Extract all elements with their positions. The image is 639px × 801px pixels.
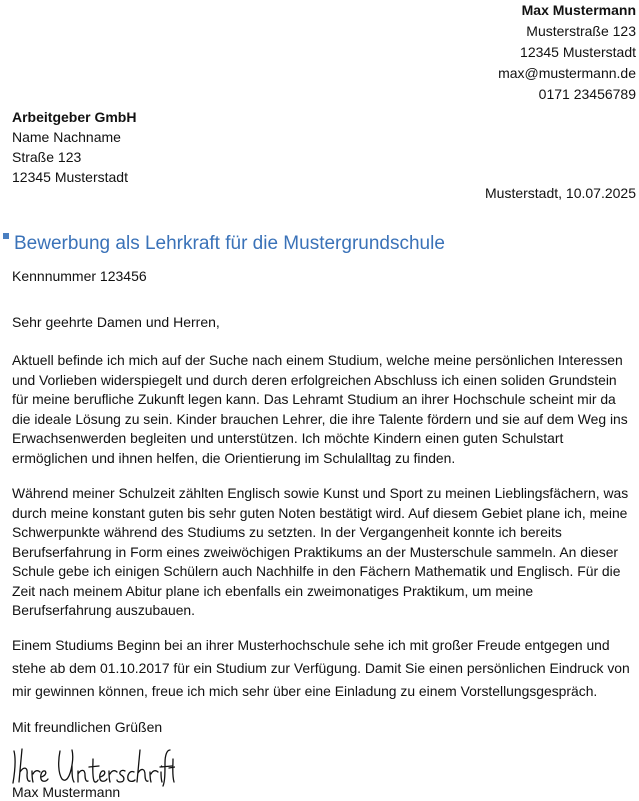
recipient-address: [12, 107, 136, 187]
sender-city: 12345 Musterstadt: [520, 44, 636, 60]
sender-address: [498, 0, 636, 105]
recipient-contact: Name Nachname: [12, 129, 121, 145]
sender-email: max@mustermann.de: [498, 65, 636, 81]
body-paragraph-3: Einem Studiums Beginn bei an ihrer Musterhochschule sehe ich mit großer Freude entgegen und stehe ab dem 01.10.2017 für ein Studium zur Verfügung. Damit Sie einen persönlichen Eindruck von mir gewinnen können, freue ich mich sehr über eine Einladung zu einem Vorstellungsgespräch.: [12, 637, 630, 699]
letter-subject: Bewerbung als Lehrkraft für die Mustergrundschule: [14, 233, 445, 254]
handwritten-signature: [10, 745, 175, 787]
heading-marker-icon: [3, 233, 9, 239]
body-paragraph-1: Aktuell befinde ich mich auf der Suche nach einem Studium, welche meine persönlichen Interessen und Vorlieben widerspiegelt und durch deren erfolgreichen Abschluss ich einen soliden Grundstein für meine berufliche Zukunft legen kann. Das Lehramt Studium an ihrer Hochschule scheint mir da die ideale Lösung zu sein. Kinder brauchen Lehrer, die ihre Talente fördern und sie auf dem Weg ins Erwachsenwerden begleiten und unterstützen. Ich möchte Kindern einen guten Schulstart ermöglichen und ihnen helfen, die Orientierung im Schulalltag zu finden.: [12, 352, 628, 466]
sender-street: Musterstraße 123: [526, 23, 636, 39]
letter-date: Musterstadt, 10.07.2025: [485, 185, 636, 201]
signature-name: Max Mustermann: [12, 784, 121, 800]
salutation: Sehr geehrte Damen und Herren,: [12, 314, 220, 330]
recipient-company: Arbeitgeber GmbH: [12, 109, 137, 125]
sender-name: Max Mustermann: [521, 2, 636, 18]
sender-phone: 0171 23456789: [538, 86, 636, 102]
closing-phrase: Mit freundlichen Grüßen: [12, 719, 163, 735]
recipient-city: 12345 Musterstadt: [12, 169, 128, 185]
reference-number: Kennnummer 123456: [12, 268, 147, 284]
recipient-street: Straße 123: [12, 149, 82, 165]
body-paragraph-2: Während meiner Schulzeit zählten Englisch sowie Kunst und Sport zu meinen Lieblingsfächern, was durch meine konstant guten bis sehr guten Noten bestätigt wird. Auf diesem Gebiet plane ich, meine Schwerpunkte während des Studiums zu setzten. In der Vergangenheit konnte ich bereits Berufserfahrung in Form eines zweiwöchigen Praktikums an der Musterschule sammeln. An dieser Schule gebe ich einigen Schülern auch Nachhilfe in den Fächern Mathematik und Englisch. Für die Zeit nach meinem Abitur plane ich ebenfalls ein zweimonatiges Praktikum, um meine Berufserfahrung auszubauen.: [12, 485, 629, 618]
